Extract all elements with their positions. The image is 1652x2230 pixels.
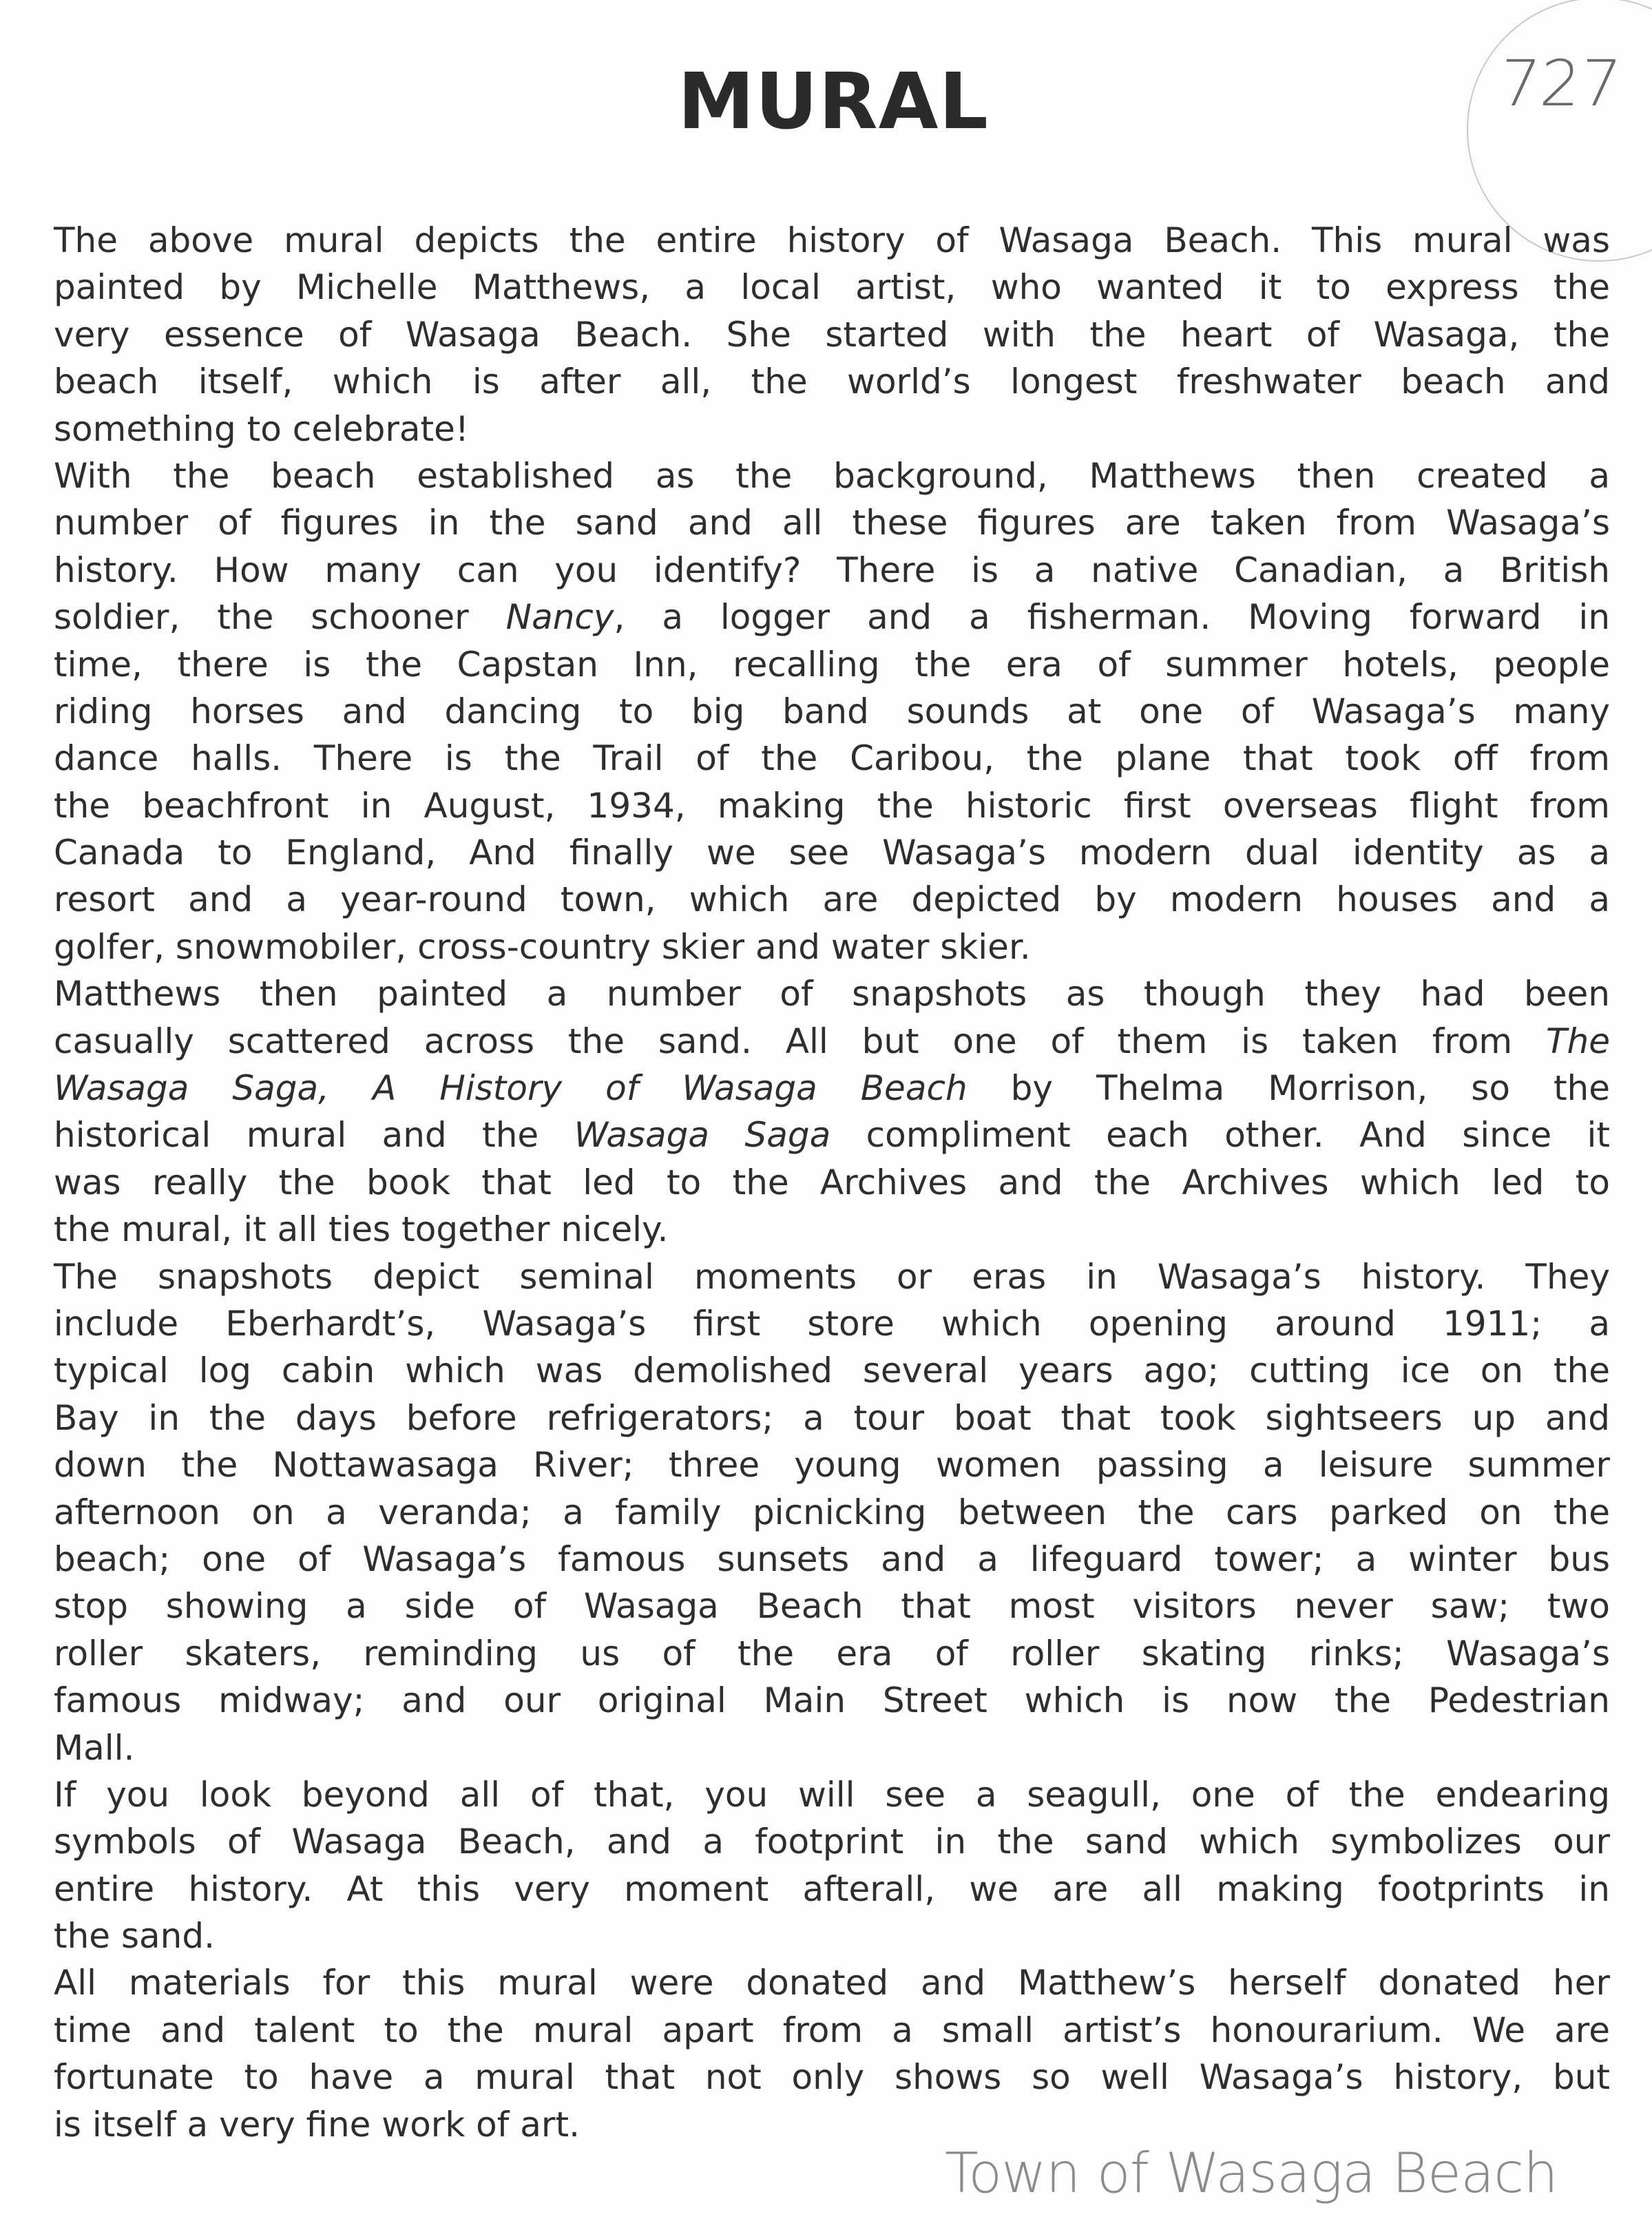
italic-title: Wasaga Saga, A History of Wasaga Beach [54, 1068, 968, 1109]
text-segment: typical log cabin which was demolished several years ago; cutting ice on the [54, 1351, 1610, 1391]
text-segment: number of figures in the sand and all these figures are taken from Wasaga’s [54, 503, 1610, 543]
text-line [54, 264, 1610, 311]
text-segment: historical mural and the [54, 1115, 574, 1156]
text-segment: If you look beyond all of that, you will see a seagull, one of the endearing [54, 1774, 1610, 1815]
text-segment: entire history. At this very moment afterall, we are all making footprints in [54, 1868, 1610, 1909]
text-line [54, 406, 469, 452]
text-segment: the mural, it all ties together nicely. [54, 1209, 669, 1250]
text-line [54, 594, 1610, 640]
text-segment: by Thelma Morrison, so the [967, 1068, 1610, 1109]
text-segment: , a logger and a fisherman. Moving forward in [614, 597, 1611, 638]
text-segment: something to celebrate! [54, 408, 469, 449]
text-segment: fortunate to have a mural that not only shows so well Wasaga’s history, but [54, 2057, 1610, 2098]
text-line [54, 1536, 1610, 1583]
text-segment: time and talent to the mural apart from a small artist’s honourarium. We are [54, 2010, 1610, 2050]
text-line [54, 1677, 1610, 1724]
text-segment: is itself a very fine work of art. [54, 2104, 580, 2145]
text-line [54, 1253, 1610, 1300]
text-line [54, 1489, 1610, 1536]
text-line [54, 1018, 1610, 1065]
article-body [54, 217, 1610, 2148]
text-segment: down the Nottawasaga River; three young women passing a leisure summer [54, 1445, 1610, 1486]
text-line [54, 1112, 1610, 1158]
text-segment: beach itself, which is after all, the world’s longest freshwater beach and [54, 362, 1610, 402]
text-segment: time, there is the Capstan Inn, recalling the era of summer hotels, people [54, 644, 1610, 685]
text-line [54, 2054, 1610, 2101]
text-segment: The snapshots depict seminal moments or eras in Wasaga’s history. They [54, 1256, 1610, 1297]
text-line [54, 499, 1610, 546]
text-line [54, 2007, 1610, 2054]
text-line [54, 1347, 1610, 1394]
text-segment: the beachfront in August, 1934, making the historic first overseas flight from [54, 785, 1610, 826]
watermark: Town of Wasaga Beach [945, 2141, 1558, 2205]
text-line [54, 1630, 1610, 1677]
text-line [54, 641, 1610, 688]
paragraph [54, 452, 1610, 970]
paragraph [54, 217, 1610, 452]
text-segment: history. How many can you identify? There is a native Canadian, a British [54, 550, 1610, 590]
paragraph [54, 1253, 1610, 1771]
text-line [54, 970, 1610, 1017]
text-segment: afternoon on a veranda; a family picnicking between the cars parked on the [54, 1492, 1610, 1532]
text-segment: very essence of Wasaga Beach. She started with the heart of Wasaga, the [54, 314, 1610, 355]
handwritten-page-number: 727 [1497, 47, 1624, 121]
text-line [54, 688, 1610, 735]
text-segment: Canada to England, And finally we see Wasaga’s modern dual identity as a [54, 833, 1610, 873]
text-line [54, 1818, 1610, 1865]
text-segment: the sand. [54, 1916, 215, 1957]
text-line [54, 452, 1610, 499]
text-segment: With the beach established as the background, Matthews then created a [54, 455, 1610, 496]
italic-title: Wasaga Saga [574, 1115, 831, 1156]
text-segment: Mall. [54, 1727, 135, 1768]
text-segment: was really the book that led to the Archives and the Archives which led to [54, 1162, 1610, 1202]
text-line [54, 1583, 1610, 1629]
paragraph [54, 1771, 1610, 1960]
text-line [54, 1206, 668, 1253]
text-line [54, 1913, 215, 1959]
italic-title: The [1546, 1021, 1610, 1061]
text-line [54, 217, 1610, 264]
text-segment: resort and a year-round town, which are depicted by modern houses and a [54, 879, 1610, 920]
paragraph [54, 1959, 1610, 2148]
text-segment: include Eberhardt’s, Wasaga’s first store which opening around 1911; a [54, 1303, 1610, 1344]
paragraph [54, 970, 1610, 1253]
text-segment: The above mural depicts the entire history of Wasaga Beach. This mural was [54, 220, 1610, 260]
italic-title: Nancy [505, 597, 614, 638]
text-line [54, 1159, 1610, 1206]
text-segment: roller skaters, reminding us of the era of roller skating rinks; Wasaga’s [54, 1633, 1610, 1674]
text-line [54, 782, 1610, 829]
page-title: MURAL [678, 57, 989, 147]
text-line [54, 1724, 134, 1771]
text-segment: stop showing a side of Wasaga Beach that most visitors never saw; two [54, 1586, 1610, 1627]
text-line [54, 1959, 1610, 2006]
text-segment: beach; one of Wasaga’s famous sunsets and a lifeguard tower; a winter bus [54, 1539, 1610, 1579]
text-segment: famous midway; and our original Main Street which is now the Pedestrian [54, 1680, 1610, 1721]
text-line [54, 311, 1610, 358]
text-segment: riding horses and dancing to big band sounds at one of Wasaga’s many [54, 691, 1610, 731]
text-segment: Bay in the days before refrigerators; a tour boat that took sightseers up and [54, 1397, 1610, 1438]
text-line [54, 1441, 1610, 1488]
text-segment: casually scattered across the sand. All but one of them is taken from [54, 1021, 1546, 1061]
text-segment: soldier, the schooner [54, 597, 506, 638]
text-segment: dance halls. There is the Trail of the Caribou, the plane that took off from [54, 738, 1610, 779]
text-line [54, 1395, 1610, 1441]
text-segment: Matthews then painted a number of snapshots as though they had been [54, 974, 1610, 1014]
text-line [54, 829, 1610, 876]
text-line [54, 1065, 1610, 1112]
text-line [54, 1300, 1610, 1347]
text-line [54, 1771, 1610, 1818]
text-line [54, 735, 1610, 782]
text-line [54, 547, 1610, 594]
text-line [54, 924, 1031, 970]
text-segment: painted by Michelle Matthews, a local artist, who wanted it to express the [54, 267, 1610, 308]
text-segment: golfer, snowmobiler, cross-country skier and water skier. [54, 926, 1031, 967]
text-segment: All materials for this mural were donated and Matthew’s herself donated her [54, 1963, 1610, 2003]
text-segment: compliment each other. And since it [830, 1115, 1611, 1156]
text-segment: symbols of Wasaga Beach, and a footprint in the sand which symbolizes our [54, 1822, 1610, 1862]
text-line [54, 1866, 1610, 1913]
text-line [54, 876, 1610, 923]
text-line [54, 358, 1610, 405]
text-line [54, 2101, 580, 2148]
